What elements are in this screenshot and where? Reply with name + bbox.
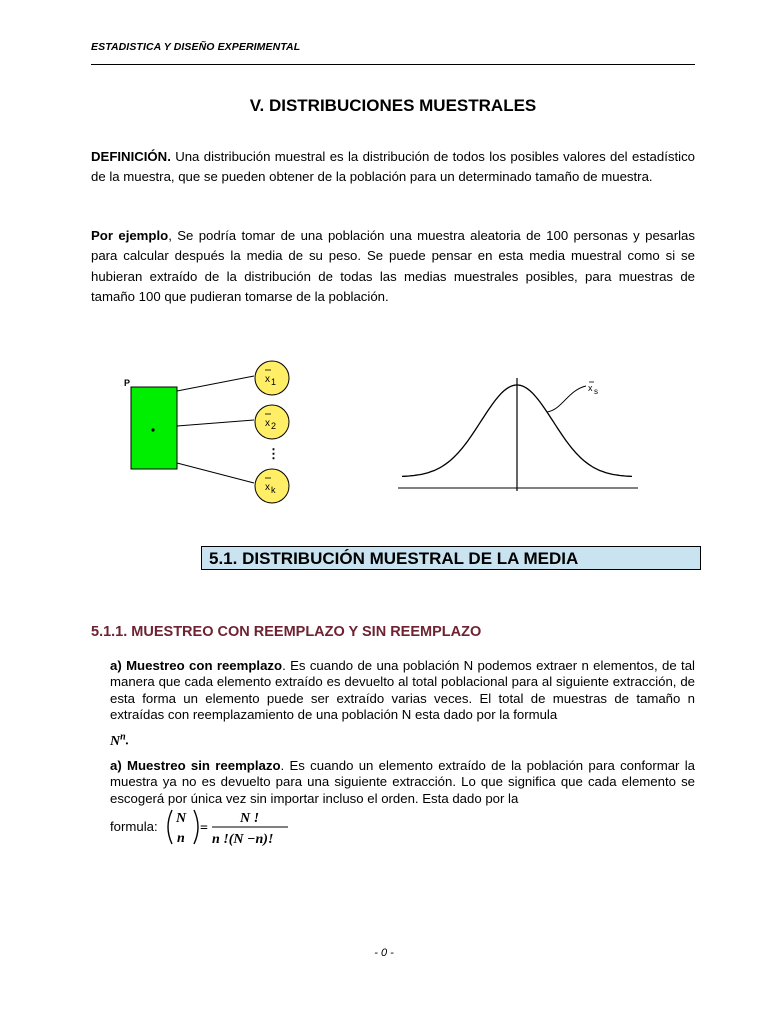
connector-line-1 (177, 376, 254, 391)
curve-label-leader (547, 386, 586, 412)
fraction-numerator: N ! (240, 811, 260, 826)
sampling-figure (110, 350, 670, 510)
without-replacement-text: . Es cuando un elemento extraído de la población para conformar la muestra ya no es devuelto para una siguiente extracción. Lo que significa que cada elemento se escogerá por única vez sin importar incluso el orden. Esta dado por la (110, 758, 696, 806)
equals-sign: = (200, 821, 208, 836)
without-replacement-label: a) Muestreo sin reemplazo (110, 758, 281, 773)
subsection-heading: 5.1.1. MUESTREO CON REEMPLAZO Y SIN REEMPLAZO (91, 624, 482, 640)
example-paragraph (91, 226, 695, 307)
normal-curve-plot (398, 378, 638, 491)
binom-top: N (176, 811, 187, 826)
chapter-title: V. DISTRIBUCIONES MUESTRALES (249, 96, 537, 115)
sample-circle-1 (255, 361, 289, 395)
connector-line-3 (177, 463, 254, 483)
sample-sub-1: 1 (271, 377, 277, 387)
combination-formula (162, 806, 342, 848)
section-heading: 5.1. DISTRIBUCIÓN MUESTRAL DE LA MEDIA (201, 546, 701, 570)
definition-text: Una distribución muestral es la distribución de todos los posibles valores del estadístico de la muestra, que se pueden obtener de la población para un determinado tamaño de muestra. (91, 149, 695, 185)
connector-line-2 (177, 420, 254, 426)
formula-without-replacement (110, 806, 410, 846)
sample-sub-2: 2 (271, 421, 277, 431)
example-label: Por ejemplo (91, 228, 169, 243)
curve-label: x (588, 383, 593, 393)
population-center-dot (151, 428, 154, 431)
sample-label-k: x (265, 482, 270, 493)
sample-circle-k (255, 469, 289, 503)
fraction-denominator: n !(N −n)! (212, 832, 274, 847)
sample-sub-k: k (271, 485, 276, 495)
formula-with-replacement: $N^n$ (110, 731, 126, 749)
example-text: , Se podría tomar de una población una muestra aleatoria de 100 personas y pesarlas para calcular después la media de su peso. Se puede pensar en esta media muestral como si se hubieran extraído de la distribución de todas las medias muestrales posibles, para muestras de tamaño 100 que pudieran tomarse de la población. (91, 228, 695, 304)
without-replacement-paragraph (110, 758, 695, 807)
header-rule (91, 64, 695, 65)
sample-circle-2 (255, 405, 289, 439)
population-box (131, 387, 177, 469)
formula-prefix: formula: (110, 819, 158, 834)
running-header: ESTADISTICA Y DISEÑO EXPERIMENTAL (91, 41, 301, 53)
page-number: - 0 - (374, 947, 394, 959)
definition-paragraph (91, 147, 695, 188)
curve-label-sub: s (594, 387, 598, 396)
with-replacement-paragraph: a) Muestreo con reemplazo. Es cuando de una población N podemos extraer n elementos, de tal manera que cada elemento extraído es devuelto al total poblacional para al siguiente extracción, de esta forma un elemento puede ser extraído varias veces. El total de muestras de tamaño n extraídas con reemplazamiento de una población N esta dado por la formula $N^n$. (110, 658, 695, 749)
with-replacement-text: . Es cuando de una población N podemos extraer n elementos, de tal manera que cada elemento extraído es devuelto al total poblacional para al siguiente extracción, de esta forma un elemento puede ser extraído varias veces. El total de muestras de tamaño n extraídas con reemplazamiento de una población N esta dado por la formula (110, 658, 695, 722)
sample-label-2: x (265, 418, 270, 429)
sample-label-1: x (265, 374, 270, 385)
with-replacement-label: a) Muestreo con reemplazo (110, 658, 283, 673)
binom-bottom: n (177, 831, 185, 846)
definition-label: DEFINICIÓN. (91, 149, 171, 164)
ellipsis-dots: ⋮ (267, 446, 280, 461)
population-label: P (124, 378, 131, 388)
